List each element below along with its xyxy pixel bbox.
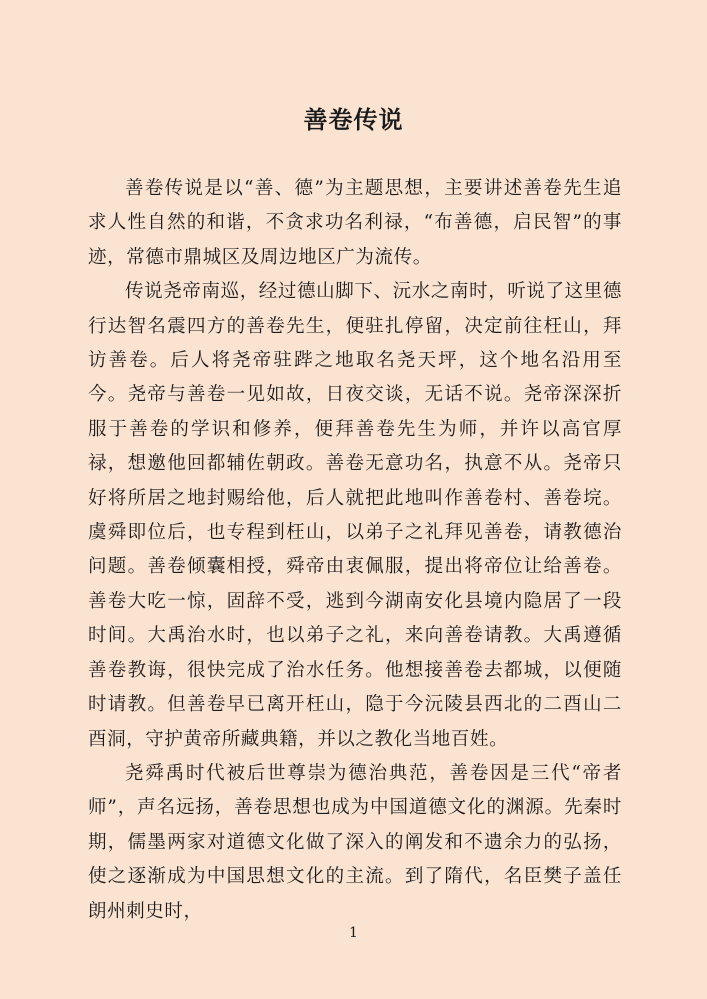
paragraph-intro: 善卷传说是以“善、德”为主题思想，主要讲述善卷先生追求人性自然的和谐，不贪求功名利禄，“布善德，启民智”的事迹，常德市鼎城区及周边地区广为流传。	[88, 178, 622, 268]
paragraph-legend: 传说尧帝南巡，经过德山脚下、沅水之南时，听说了这里德行达智名震四方的善卷先生，便驻扎停留，决定前往枉山，拜访善卷。后人将尧帝驻跸之地取名尧天坪，这个地名沿用至今。尧帝与善卷一见如故，日夜交谈，无话不说。尧帝深深折服于善卷的学识和修养，便拜善卷先生为师，并许以高官厚禄，想邀他回都辅佐朝政。善卷无意功名，执意不从。尧帝只好将所居之地封赐给他，后人就把此地叫作善卷村、善卷垸。虞舜即位后，也专程到枉山，以弟子之礼拜见善卷，请教德治问题。善卷倾囊相授，舜帝由衷佩服，提出将帝位让给善卷。善卷大吃一惊，固辞不受，逃到今湖南安化县境内隐居了一段时间。大禹治水时，也以弟子之礼，来向善卷请教。大禹遵循善卷教诲，很快完成了治水任务。他想接善卷去都城，以便随时请教。但善卷早已离开枉山，隐于今沅陵县西北的二酉山二酉洞，守护黄帝所藏典籍，并以之教化当地百姓。	[88, 281, 622, 750]
document-body	[88, 172, 622, 929]
page-number: 1	[349, 925, 358, 941]
document-title: 善卷传说	[303, 105, 404, 134]
paragraph-legacy: 尧舜禹时代被后世尊崇为德治典范，善卷因是三代“帝者师”，声名远扬，善卷思想也成为中国道德文化的渊源。先秦时期，儒墨两家对道德文化做了深入的阐发和不遗余力的弘扬，使之逐渐成为中国思想文化的主流。到了隋代，名臣樊子盖任朗州刺史时，	[88, 762, 622, 922]
